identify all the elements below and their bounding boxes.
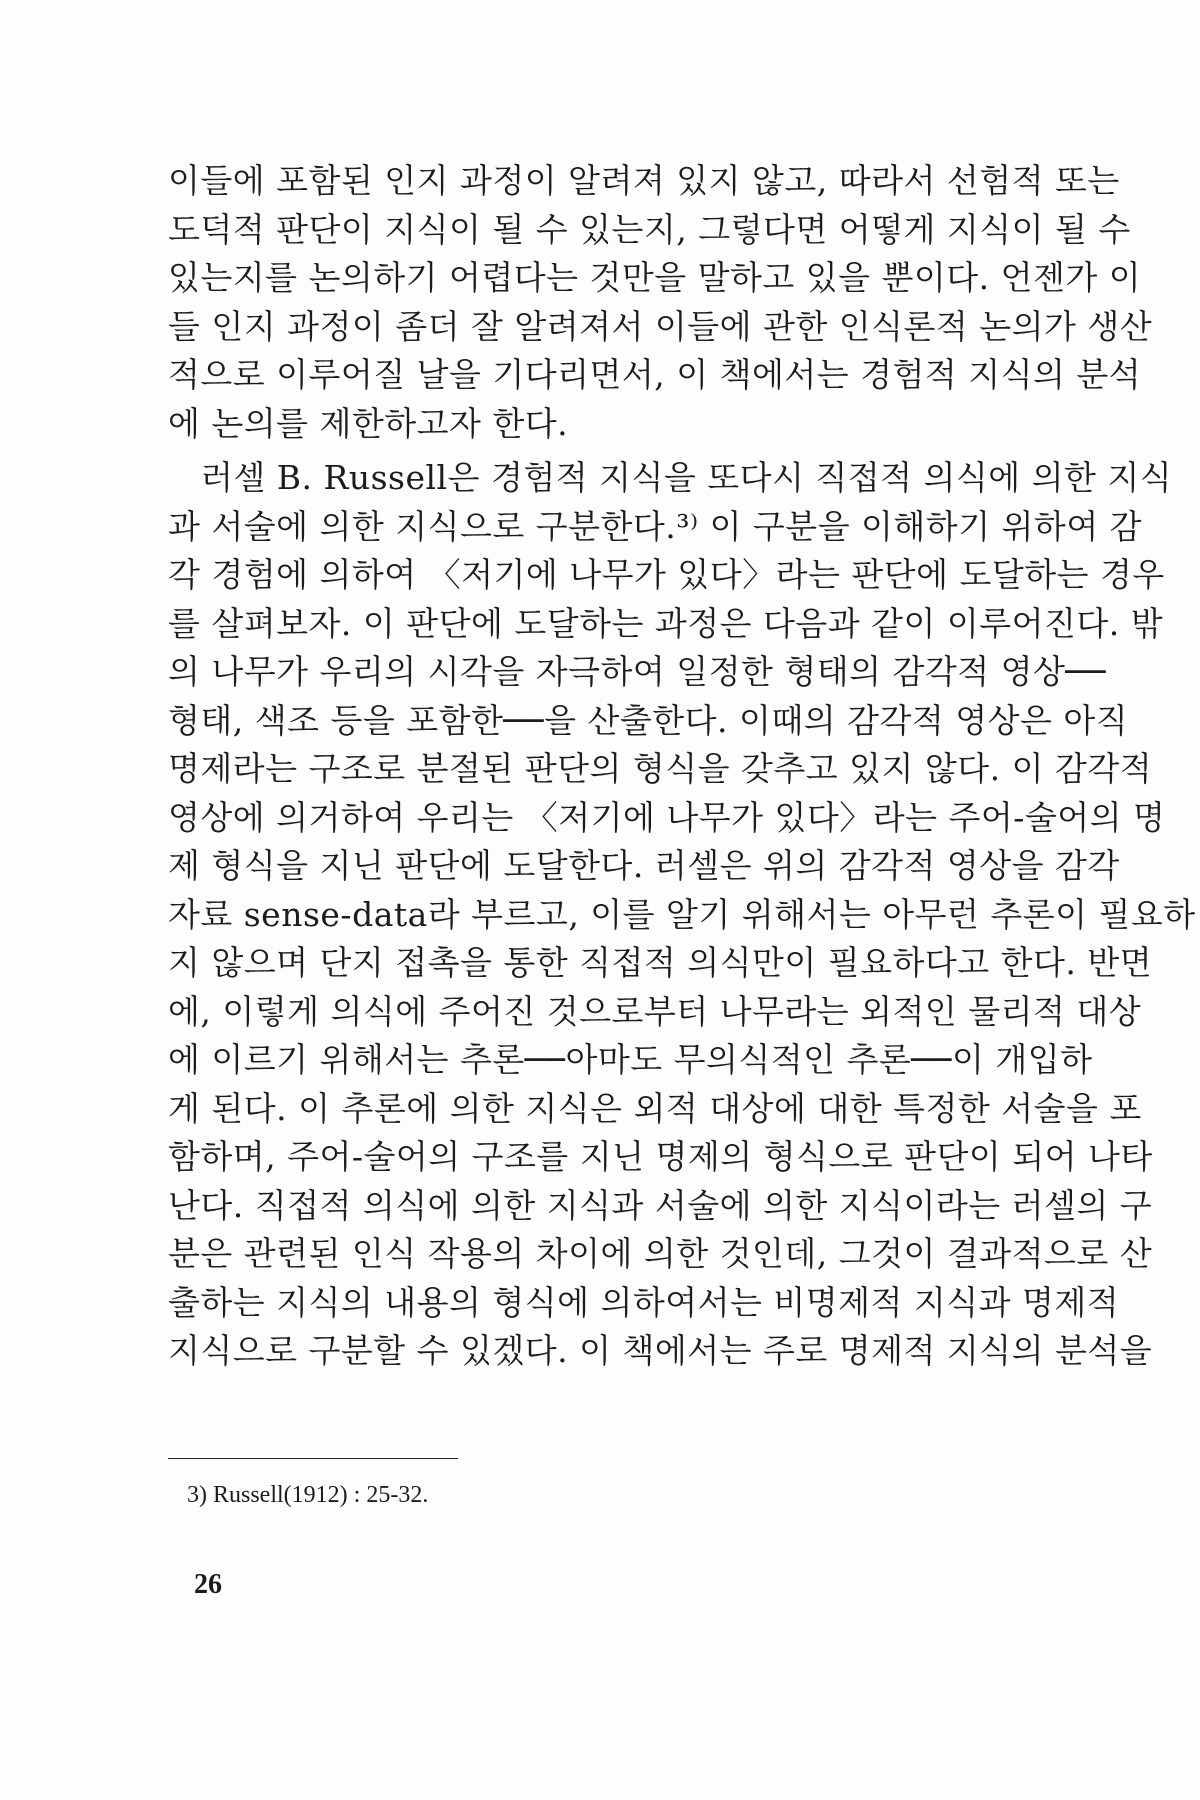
text-line: 과 서술에 의한 지식으로 구분한다.³⁾ 이 구분을 이해하기 위하여 감	[168, 506, 1143, 546]
text-line: 의 나무가 우리의 시각을 자극하여 일정한 형태의 감각적 영상──	[168, 652, 1107, 691]
text-line: 를 살펴보자. 이 판단에 도달하는 과정은 다음과 같이 이루어진다. 밖	[168, 603, 1164, 643]
text-line: 적으로 이루어질 날을 기다리면서, 이 책에서는 경험적 지식의 분석	[168, 355, 1142, 394]
paragraph-1	[168, 157, 1153, 448]
text-line: 각 경험에 의하여 〈저기에 나무가 있다〉라는 판단에 도달하는 경우	[168, 555, 1165, 594]
body-text	[168, 157, 1196, 1376]
text-line: 에 이르기 위해서는 추론──아마도 무의식적인 추론──이 개입하	[168, 1040, 1093, 1079]
text-line: 이들에 포함된 인지 과정이 알려져 있지 않고, 따라서 선험적 또는	[168, 161, 1120, 200]
text-line: 있는지를 논의하기 어렵다는 것만을 말하고 있을 뿐이다. 언젠가 이	[168, 258, 1142, 297]
text-line: 도덕적 판단이 지식이 될 수 있는지, 그렇다면 어떻게 지식이 될 수	[168, 209, 1131, 249]
text-line: 함하며, 주어-술어의 구조를 지닌 명제의 형식으로 판단이 되어 나타	[168, 1137, 1153, 1176]
text-line: 들 인지 과정이 좀더 잘 알려져서 이들에 관한 인식론적 논의가 생산	[168, 306, 1153, 346]
text-line: 에, 이렇게 의식에 주어진 것으로부터 나무라는 외적인 물리적 대상	[168, 991, 1142, 1031]
text-line: 영상에 의거하여 우리는 〈저기에 나무가 있다〉라는 주어-술어의 명	[168, 797, 1166, 837]
page-number: 26	[194, 1569, 222, 1600]
text-line: 에 논의를 제한하고자 한다.	[168, 403, 569, 443]
text-line: 러셀 B. Russell은 경험적 지식을 또다시 직접적 의식에 의한 지식	[201, 458, 1173, 497]
text-line: 게 된다. 이 추론에 의한 지식은 외적 대상에 대한 특정한 서술을 포	[168, 1088, 1142, 1128]
text-line: 명제라는 구조로 분절된 판단의 형식을 갖추고 있지 않다. 이 감각적	[168, 749, 1153, 788]
text-line: 자료 sense-data라 부르고, 이를 알기 위해서는 아무런 추론이 필요하	[168, 894, 1196, 934]
text-line: 지식으로 구분할 수 있겠다. 이 책에서는 주로 명제적 지식의 분석을	[168, 1331, 1153, 1370]
footnote-divider	[168, 1458, 458, 1459]
text-line: 분은 관련된 인식 작용의 차이에 의한 것인데, 그것이 결과적으로 산	[168, 1234, 1153, 1273]
paragraph-2	[168, 454, 1196, 1376]
text-line: 지 않으며 단지 접촉을 통한 직접적 의식만이 필요하다고 한다. 반면	[168, 943, 1153, 982]
text-line: 출하는 지식의 내용의 형식에 의하여서는 비명제적 지식과 명제적	[168, 1282, 1120, 1322]
text-line: 난다. 직접적 의식에 의한 지식과 서술에 의한 지식이라는 러셀의 구	[168, 1185, 1153, 1225]
text-line: 제 형식을 지닌 판단에 도달한다. 러셀은 위의 감각적 영상을 감각	[168, 846, 1120, 885]
text-line: 형태, 색조 등을 포함한──을 산출한다. 이때의 감각적 영상은 아직	[168, 700, 1129, 740]
footnote: 3) Russell(1912) : 25-32.	[187, 1482, 429, 1508]
